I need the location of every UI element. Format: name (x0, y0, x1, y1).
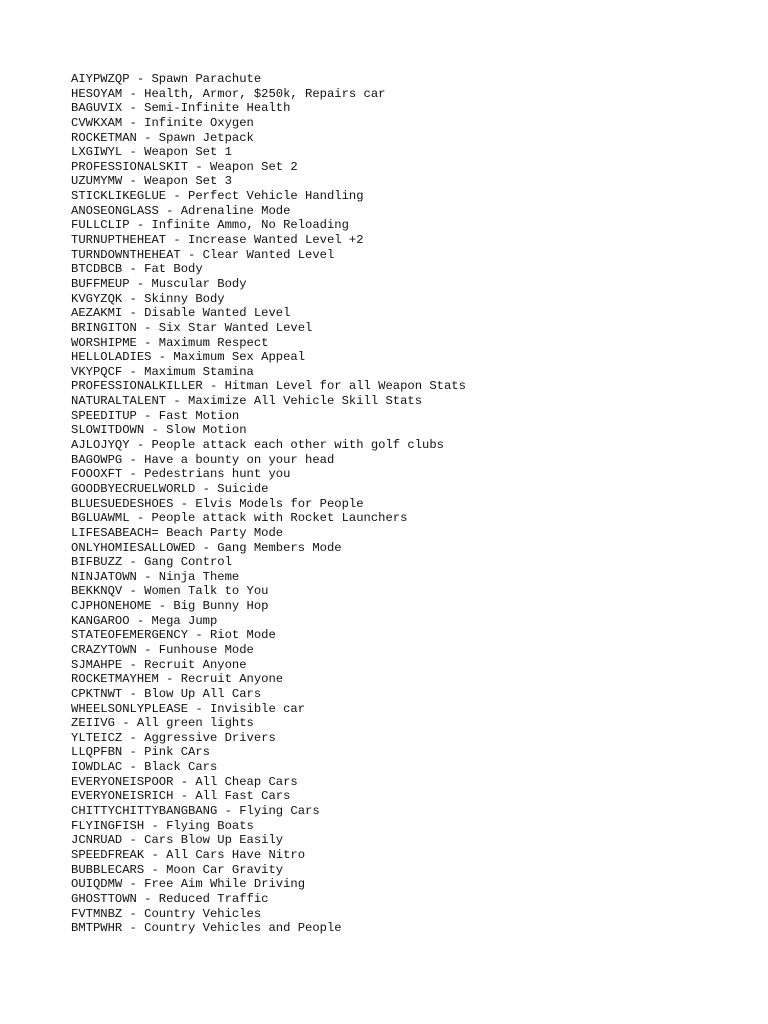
cheat-code-line: OUIQDMW - Free Aim While Driving (71, 877, 306, 892)
cheat-code-line: EVERYONEISRICH - All Fast Cars (71, 789, 291, 804)
cheat-code-line: AEZAKMI - Disable Wanted Level (71, 306, 291, 321)
cheat-code-line: BGLUAWML - People attack with Rocket Launchers (71, 511, 408, 526)
cheat-code-line: STATEOFEMERGENCY - Riot Mode (71, 628, 276, 643)
cheat-code-line: TURNDOWNTHEHEAT - Clear Wanted Level (71, 247, 335, 262)
cheat-code-line: AIYPWZQP - Spawn Parachute (71, 72, 262, 86)
cheat-code-line: BUBBLECARS - Moon Car Gravity (71, 862, 284, 877)
cheat-code-line: PROFESSIONALSKIT - Weapon Set 2 (71, 159, 298, 174)
cheat-code-line: JCNRUAD - Cars Blow Up Easily (71, 833, 284, 848)
cheat-code-line: CPKTNWT - Blow Up All Cars (71, 686, 262, 701)
cheat-code-line: FOOOXFT - Pedestrians hunt you (71, 467, 291, 482)
cheat-code-line: GOODBYECRUELWORLD - Suicide (71, 481, 269, 496)
cheat-code-line: FLYINGFISH - Flying Boats (71, 818, 254, 833)
cheat-code-line: BMTPWHR - Country Vehicles and People (71, 921, 342, 936)
cheat-code-line: KANGAROO - Mega Jump (71, 613, 218, 628)
cheat-code-line: ONLYHOMIESALLOWED - Gang Members Mode (71, 540, 342, 555)
cheat-code-line: IOWDLAC - Black Cars (71, 760, 218, 775)
cheat-code-line: BTCDBCB - Fat Body (71, 262, 203, 277)
cheat-code-line: STICKLIKEGLUE - Perfect Vehicle Handling (71, 189, 364, 204)
cheat-code-line: CJPHONEHOME - Big Bunny Hop (71, 599, 269, 614)
cheat-code-line: LXGIWYL - Weapon Set 1 (71, 145, 232, 160)
cheat-code-line: BRINGITON - Six Star Wanted Level (71, 320, 313, 335)
cheat-code-line: SJMAHPE - Recruit Anyone (71, 657, 247, 672)
cheat-code-line: TURNUPTHEHEAT - Increase Wanted Level +2 (71, 233, 364, 248)
cheat-code-line: HESOYAM - Health, Armor, $250k, Repairs car (71, 86, 386, 101)
cheat-code-line: YLTEICZ - Aggressive Drivers (71, 730, 276, 745)
cheat-code-line: ROCKETMAN - Spawn Jetpack (71, 130, 254, 145)
cheat-code-line: CVWKXAM - Infinite Oxygen (71, 115, 254, 130)
cheat-code-line: UZUMYMW - Weapon Set 3 (71, 174, 232, 189)
cheat-code-line: SPEEDFREAK - All Cars Have Nitro (71, 847, 306, 862)
cheat-code-line: BIFBUZZ - Gang Control (71, 555, 232, 570)
cheat-code-line: LLQPFBN - Pink CArs (71, 745, 210, 760)
cheat-code-line: NATURALTALENT - Maximize All Vehicle Skill Stats (71, 394, 423, 409)
cheat-code-line: NINJATOWN - Ninja Theme (71, 569, 240, 584)
cheat-code-line: WORSHIPME - Maximum Respect (71, 335, 269, 350)
cheat-code-line: EVERYONEISPOOR - All Cheap Cars (71, 774, 298, 789)
cheat-code-line: FVTMNBZ - Country Vehicles (71, 906, 262, 921)
cheat-code-line: GHOSTTOWN - Reduced Traffic (71, 891, 269, 906)
cheat-code-line: KVGYZQK - Skinny Body (71, 291, 225, 306)
cheat-code-line: PROFESSIONALKILLER - Hitman Level for all Weapon Stats (71, 379, 466, 394)
cheat-code-line: WHEELSONLYPLEASE - Invisible car (71, 701, 306, 716)
cheat-code-line: AJLOJYQY - People attack each other with golf clubs (71, 438, 444, 453)
cheat-code-line: SPEEDITUP - Fast Motion (71, 408, 240, 423)
cheat-code-line: CRAZYTOWN - Funhouse Mode (71, 642, 254, 657)
cheat-code-line: CHITTYCHITTYBANGBANG - Flying Cars (71, 804, 320, 819)
cheat-code-line: VKYPQCF - Maximum Stamina (71, 364, 254, 379)
cheat-code-list (71, 72, 751, 936)
cheat-code-line: BEKKNQV - Women Talk to You (71, 584, 269, 599)
cheat-code-line: LIFESABEACH= Beach Party Mode (71, 525, 284, 540)
cheat-code-line: BUFFMEUP - Muscular Body (71, 276, 247, 291)
cheat-code-line: BAGUVIX - Semi-Infinite Health (71, 101, 291, 116)
cheat-code-line: BAGOWPG - Have a bounty on your head (71, 452, 335, 467)
cheat-code-line: ANOSEONGLASS - Adrenaline Mode (71, 203, 291, 218)
cheat-code-line: ZEIIVG - All green lights (71, 716, 254, 731)
cheat-code-line: HELLOLADIES - Maximum Sex Appeal (71, 350, 306, 365)
cheat-code-line: BLUESUEDESHOES - Elvis Models for People (71, 496, 364, 511)
cheat-code-line: ROCKETMAYHEM - Recruit Anyone (71, 672, 284, 687)
cheat-code-line: FULLCLIP - Infinite Ammo, No Reloading (71, 218, 349, 233)
cheat-code-line: SLOWITDOWN - Slow Motion (71, 423, 247, 438)
